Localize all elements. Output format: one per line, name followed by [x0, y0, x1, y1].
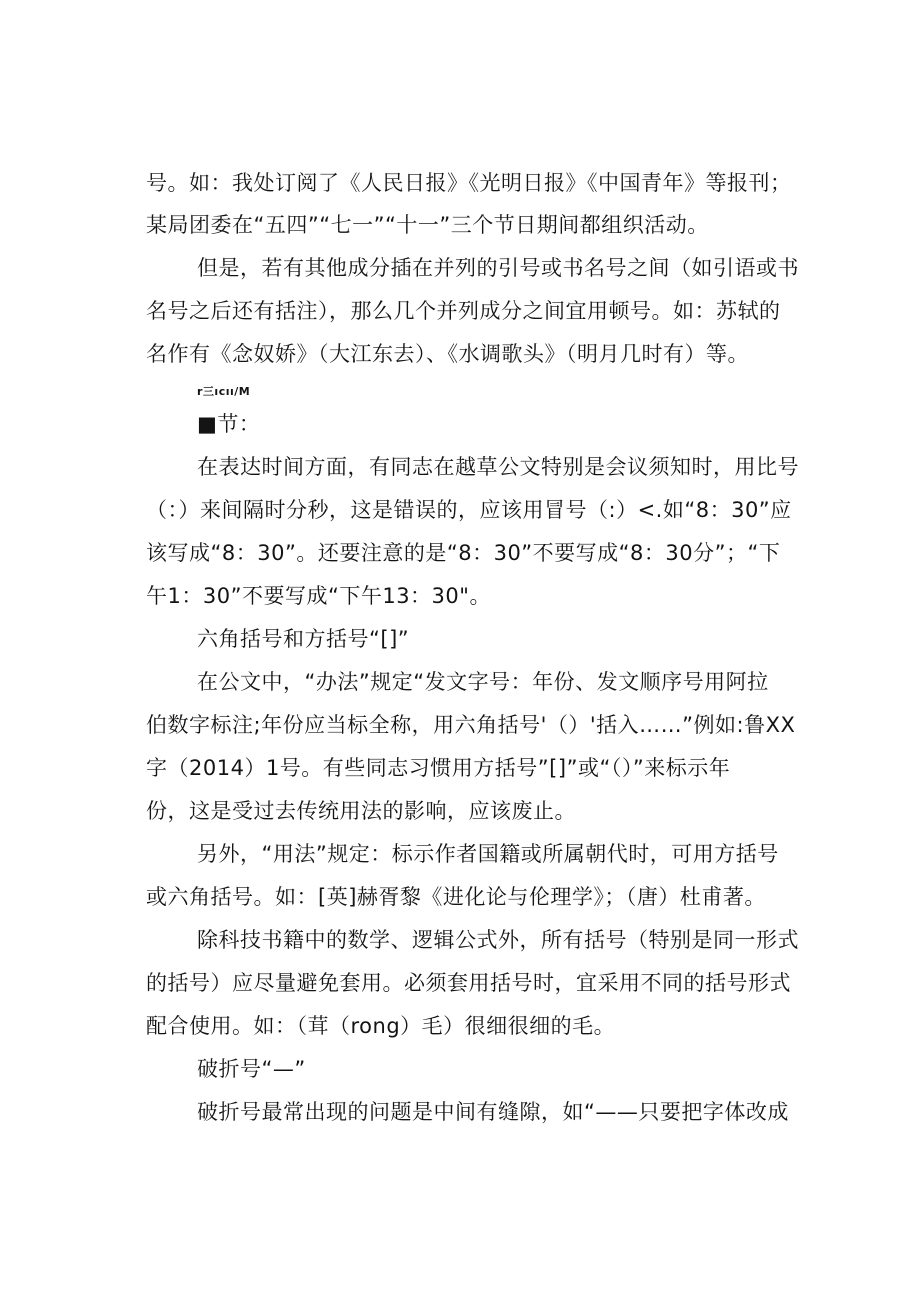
paragraph-5-line-2: 或六角括号。如：[英]赫胥黎《进化论与伦理学》；（唐）杜甫著。 — [146, 885, 766, 909]
section-heading-brackets: 六角括号和方括号“[]” — [197, 627, 410, 651]
paragraph-1-line-2: 某局团委在“五四”“七一”“十一”三个节日期间都组织活动。 — [146, 213, 709, 237]
paragraph-7-line-1: 破折号最常出现的问题是中间有缝隙，如“——只要把字体改成 — [197, 1100, 789, 1124]
paragraph-2-line-2: 名号之后还有括注），那么几个并列成分之间宜用顿号。如：苏轼的 — [146, 299, 781, 323]
paragraph-3-line-4: 午1：30”不要写成“下午13：30"。 — [146, 584, 491, 608]
paragraph-3-line-1: 在表达时间方面，有同志在越草公文特别是会议须知时，用比号 — [197, 455, 799, 479]
paragraph-3-line-2: （：）来间隔时分秒，这是错误的，应该用冒号（:）<.如“8：30”应 — [146, 498, 792, 522]
paragraph-5-line-1: 另外，“用法”规定：标示作者国籍或所属朝代时，可用方括号 — [197, 842, 779, 866]
section-heading-colon: ■节： — [197, 412, 261, 436]
paragraph-6-line-1: 除科技书籍中的数学、逻辑公式外，所有括号（特别是同一形式 — [197, 928, 799, 952]
paragraph-4-line-1: 在公文中，“办法”规定“发文字号：年份、发文顺序号用阿拉 — [197, 670, 769, 694]
paragraph-4-line-2: 伯数字标注;年份应当标全称，用六角括号'（）'括入……”例如:鲁XX — [146, 713, 796, 737]
paragraph-2-line-1: 但是，若有其他成分插在并列的引号或书名号之间（如引语或书 — [197, 256, 799, 280]
paragraph-4-line-4: 份，这是受过去传统用法的影响，应该废止。 — [146, 799, 576, 823]
paragraph-6-line-2: 的括号）应尽量避免套用。必须套用括号时，宜采用不同的括号形式 — [146, 971, 791, 995]
paragraph-3-line-3: 该写成“8：30”。还要注意的是“8：30”不要写成“8：30分”；“下 — [146, 541, 781, 565]
paragraph-2-line-3: 名作有《念奴娇》（大江东去）、《水调歌头》（明月几时有）等。 — [146, 342, 749, 366]
paragraph-6-line-3: 配合使用。如：（茸（rong）毛）很细很细的毛。 — [146, 1014, 616, 1038]
paragraph-1-line-1: 号。如：我处订阅了《人民日报》《光明日报》《中国青年》等报刊； — [146, 171, 792, 195]
ocr-artifact-text: r三ıcıı/M — [197, 385, 251, 398]
section-heading-dash: 破折号“—” — [197, 1057, 306, 1081]
paragraph-4-line-3: 字（2014）1号。有些同志习惯用方括号”[]”或“（）”来标示年 — [146, 756, 731, 780]
